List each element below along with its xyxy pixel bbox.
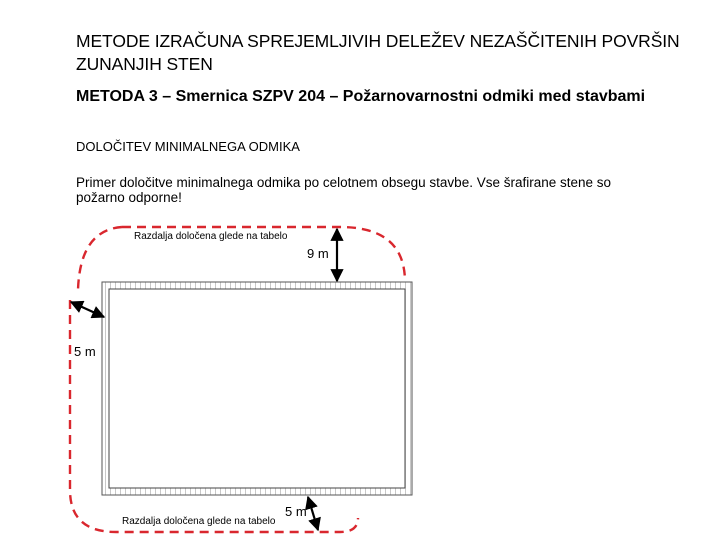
building-outline bbox=[102, 282, 412, 495]
distance-bottom-label: 5 m bbox=[285, 504, 307, 519]
distance-arrow-left bbox=[71, 302, 104, 317]
label-top: Razdalja določena glede na tabelo bbox=[134, 231, 288, 242]
page-subtitle: METODA 3 – Smernica SZPV 204 – Požarnovarnostni odmiki med stavbami bbox=[76, 88, 646, 105]
page-title: METODE IZRAČUNA SPREJEMLJIVIH DELEŽEV NEZAŠČITENIH POVRŠIN ZUNANJIH STEN bbox=[76, 31, 680, 74]
label-bottom: Razdalja določena glede na tabelo bbox=[122, 516, 276, 527]
description: Primer določitve minimalnega odmika po celotnem obsegu stavbe. Vse šrafirane stene so požarno odporne! bbox=[76, 175, 612, 205]
distance-top-label: 9 m bbox=[307, 246, 329, 261]
distance-left-label: 5 m bbox=[74, 344, 96, 359]
section-heading: DOLOČITEV MINIMALNEGA ODMIKA bbox=[76, 139, 300, 154]
distance-arrow-bottom bbox=[308, 497, 318, 530]
